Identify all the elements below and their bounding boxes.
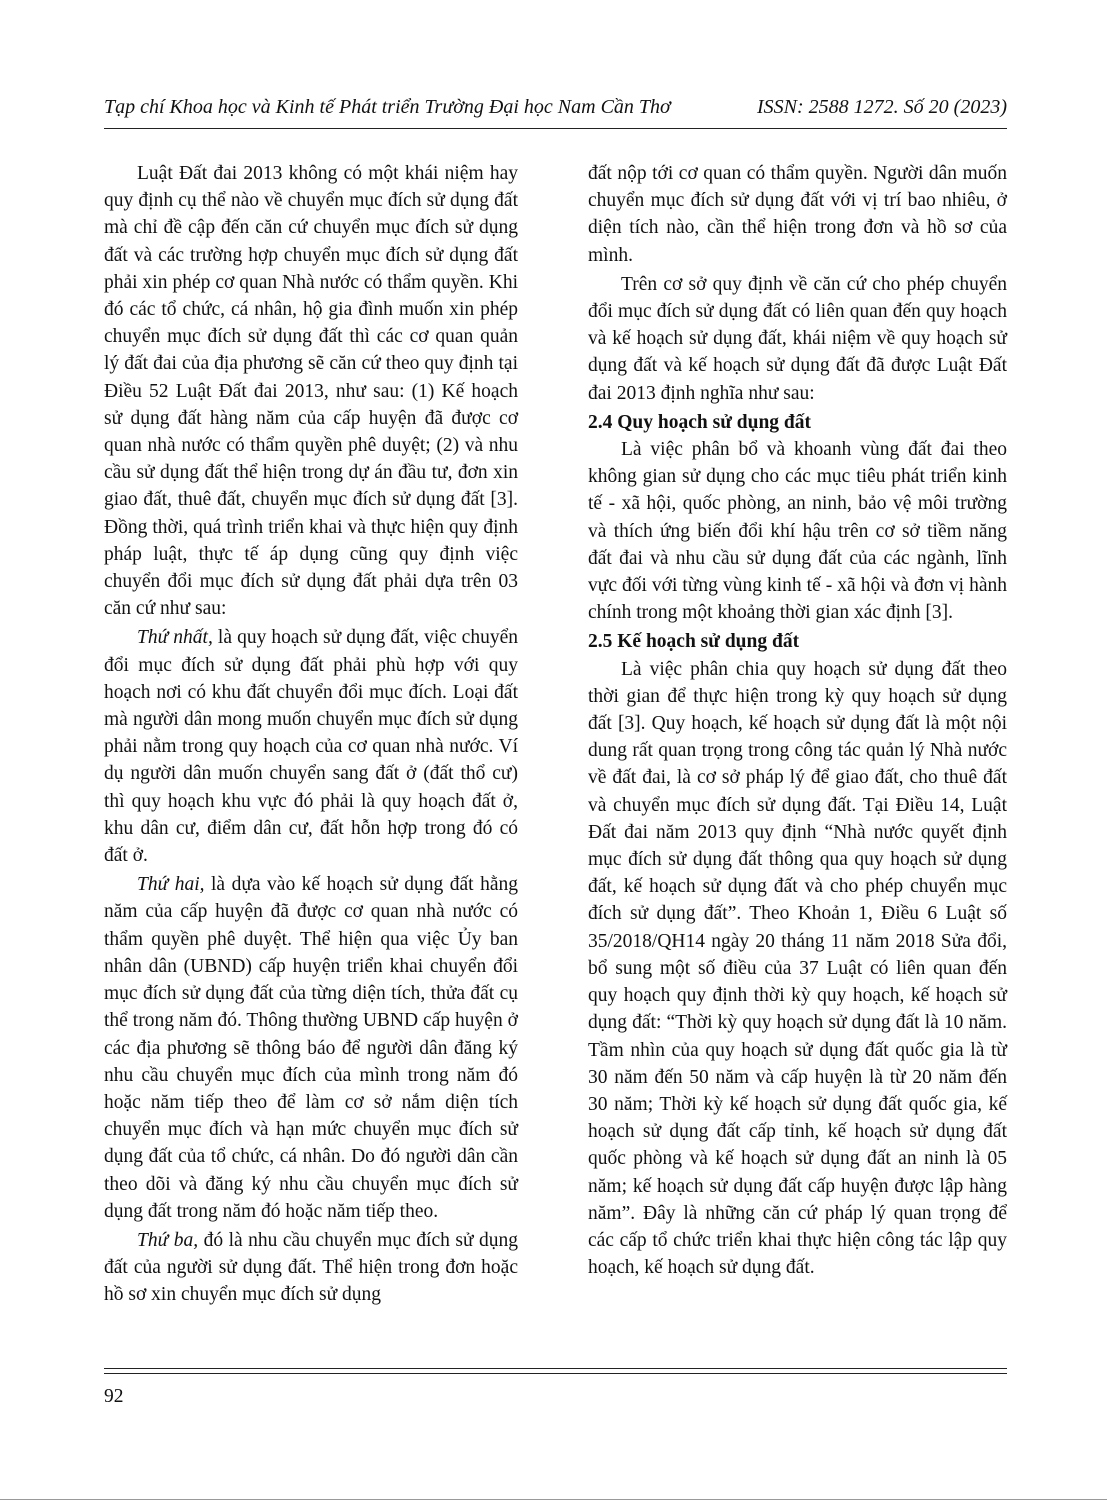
page-edge [0, 1499, 1107, 1500]
paragraph: Trên cơ sở quy định về căn cứ cho phép chuyển đổi mục đích sử dụng đất có liên quan đến quy hoạch và kế hoạch sử dụng đất, khái niệm về quy hoạch sử dụng đất và kế hoạch sử dụng đất đã được Luật Đất đai 2013 định nghĩa như sau: [588, 273, 1007, 404]
paragraph-body: là quy hoạch sử dụng đất, việc chuyển đổi mục đích sử dụng đất phải phù hợp với quy hoạch nơi có khu đất chuyển đổi mục đích. Loại đất mà người dân mong muốn chuyển mục đích sử dụng phải nằm trong quy hoạch của cơ quan nhà nước. Ví dụ người dân muốn chuyển sang đất ở (đất thổ cư) thì quy hoạch khu vực đó phải là quy hoạch đất ở, khu dân cư, điểm dân cư, đất hỗn hợp trong đó có đất ở. [104, 627, 518, 867]
paragraph-body: là dựa vào kế hoạch sử dụng đất hằng năm của cấp huyện đã được cơ quan nhà nước có thẩm quyền phê duyệt. Thể hiện qua việc Ủy ban nhân dân (UBND) cấp huyện triển khai chuyển đổi mục đích sử dụng đất của từng diện tích, thửa đất cụ thể trong năm đó. Thông thường UBND cấp huyện ở các địa phương sẽ thông báo để người dân đăng ký nhu cầu chuyển mục đích của mình trong năm đó hoặc năm tiếp theo để làm cơ sở nắm diện tích chuyển mục đích và hạn mức chuyển mục đích sử dụng đất của tổ chức, cá nhân. Do đó người dân cần theo dõi và đăng ký nhu cầu chuyển mục đích sử dụng đất trong năm đó hoặc năm tiếp theo. [104, 874, 518, 1222]
journal-title: Tạp chí Khoa học và Kinh tế Phát triển Trường Đại học Nam Cần Thơ [104, 96, 671, 118]
header-rule [104, 128, 1007, 129]
paragraph: Là việc phân bổ và khoanh vùng đất đai theo không gian sử dụng cho các mục tiêu phát triển kinh tế - xã hội, quốc phòng, an ninh, bảo vệ môi trường và thích ứng biến đổi khí hậu trên cơ sở tiềm năng đất đai và nhu cầu sử dụng đất của các ngành, lĩnh vực đối với từng vùng kinh tế - xã hội và đơn vị hành chính trong một khoảng thời gian xác định [3]. [588, 439, 1007, 624]
section-heading: 2.5 Kế hoạch sử dụng đất [588, 631, 800, 653]
right-column [588, 160, 1007, 1283]
paragraph [104, 1227, 518, 1309]
running-header [104, 96, 1007, 126]
paragraph-lead: Thứ hai, [137, 874, 205, 896]
paragraph-body: đó là nhu cầu chuyển mục đích sử dụng đất của người sử dụng đất. Thể hiện trong đơn hoặc hồ sơ xin chuyển mục đích sử dụng [104, 1229, 519, 1306]
paragraph: Luật Đất đai 2013 không có một khái niệm hay quy định cụ thể nào về chuyển mục đích sử dụng đất mà chỉ đề cập đến căn cứ chuyển mục đích sử dụng đất và các trường hợp chuyển mục đích sử dụng đất phải xin phép cơ quan Nhà nước có thẩm quyền. Khi đó các tổ chức, cá nhân, hộ gia đình muốn xin phép chuyển mục đích sử dụng đất thì các cơ quan quản lý đất đai của địa phương sẽ căn cứ theo quy định tại Điều 52 Luật Đất đai 2013, như sau: (1) Kế hoạch sử dụng đất hàng năm của cấp huyện đã được cơ quan nhà nước có thẩm quyền phê duyệt; (2) và nhu cầu sử dụng đất thể hiện trong dự án đầu tư, đơn xin giao đất, thuê đất, chuyển mục đích sử dụng đất [3]. Đồng thời, quá trình triển khai và thực hiện quy định pháp luật, thực tế áp dụng cũng quy định việc chuyển đổi mục đích sử dụng đất phải dựa trên 03 căn cứ như sau: [104, 163, 518, 620]
paragraph-lead: Thứ ba, [137, 1229, 199, 1251]
paragraph [104, 871, 518, 1225]
paragraph: đất nộp tới cơ quan có thẩm quyền. Người dân muốn chuyển mục đích sử dụng đất với vị trí bao nhiêu, ở diện tích nào, cần thể hiện trong đơn và hồ sơ của mình. [588, 163, 1007, 266]
issn-issue: ISSN: 2588 1272. Số 20 (2023) [757, 96, 1007, 118]
section-heading: 2.4 Quy hoạch sử dụng đất [588, 411, 812, 433]
paragraph-lead: Thứ nhất, [137, 627, 213, 649]
page-number: 92 [104, 1386, 124, 1407]
paragraph [104, 624, 518, 869]
footer-rule [104, 1368, 1007, 1374]
paragraph: Là việc phân chia quy hoạch sử dụng đất theo thời gian để thực hiện trong kỳ quy hoạch sử dụng đất [3]. Quy hoạch, kế hoạch sử dụng đất là một nội dung rất quan trọng trong công tác quản lý Nhà nước về đất đai, là cơ sở pháp lý để giao đất, cho thuê đất và chuyển mục đích sử dụng đất. Tại Điều 14, Luật Đất đai năm 2013 quy định “Nhà nước quyết định mục đích sử dụng đất thông qua quy hoạch sử dụng đất, kế hoạch sử dụng đất và cho phép chuyển mục đích sử dụng đất”. Theo Khoản 1, Điều 6 Luật số 35/2018/QH14 ngày 20 tháng 11 năm 2018 Sửa đổi, bổ sung một số điều của 37 Luật có liên quan đến quy hoạch quy định thời kỳ quy hoạch, kế hoạch sử dụng đất: “Thời kỳ quy hoạch sử dụng đất là 10 năm. Tầm nhìn của quy hoạch sử dụng đất quốc gia là từ 30 năm đến 50 năm và cấp huyện là từ 20 năm đến 30 năm; Thời kỳ kế hoạch sử dụng đất quốc gia, kế hoạch sử dụng đất cấp tỉnh, kế hoạch sử dụng đất quốc phòng và kế hoạch sử dụng đất an ninh là 05 năm; kế hoạch sử dụng đất cấp huyện được lập hàng năm”. Đây là những căn cứ pháp lý quan trọng để các cấp tổ chức triển khai thực hiện công tác lập quy hoạch, kế hoạch sử dụng đất. [588, 658, 1007, 1279]
left-column [104, 160, 518, 1311]
